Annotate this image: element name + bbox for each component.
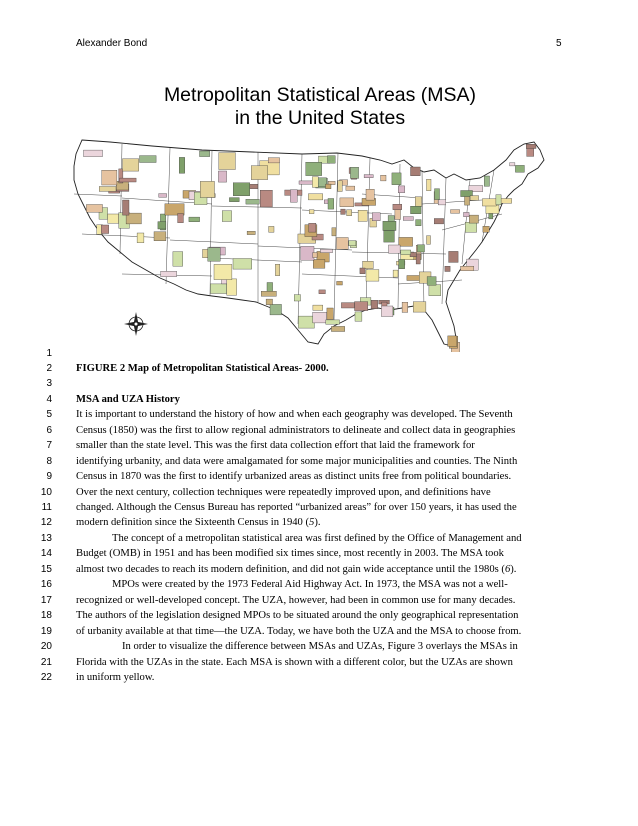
msa-area bbox=[309, 223, 316, 232]
msa-area bbox=[445, 266, 450, 271]
msa-area bbox=[438, 200, 446, 205]
line-number: 4 bbox=[46, 393, 52, 405]
line-number: 10 bbox=[40, 486, 52, 498]
msa-area bbox=[219, 153, 236, 170]
msa-area bbox=[527, 148, 534, 157]
line-text: The concept of a metropolitan statistical area was first defined by the Office of Management and bbox=[112, 532, 522, 544]
line-number: 15 bbox=[40, 563, 52, 575]
text-line-16 bbox=[0, 577, 638, 592]
msa-area bbox=[388, 216, 394, 223]
msa-area bbox=[108, 214, 119, 223]
compass-rose-icon bbox=[124, 312, 148, 336]
text-line-11 bbox=[0, 500, 638, 515]
msa-area bbox=[266, 299, 272, 305]
text-line-14 bbox=[0, 546, 638, 561]
msa-area bbox=[346, 186, 355, 190]
msa-area bbox=[486, 205, 499, 213]
msa-area bbox=[364, 175, 373, 178]
line-text: in uniform yellow. bbox=[76, 671, 155, 683]
line-text: identifying urbanity, and data were amalgamated for some major municipalities and counties. The Ninth bbox=[76, 455, 518, 467]
msa-area bbox=[261, 291, 276, 296]
msa-area bbox=[313, 312, 327, 323]
msa-area bbox=[326, 320, 340, 324]
msa-area bbox=[381, 306, 393, 317]
msa-area bbox=[269, 226, 274, 232]
msa-area bbox=[464, 212, 470, 216]
msa-area bbox=[294, 295, 300, 301]
msa-area bbox=[381, 175, 386, 181]
msa-area bbox=[399, 259, 405, 268]
msa-area bbox=[469, 215, 478, 223]
msa-area bbox=[308, 194, 322, 200]
msa-area bbox=[465, 196, 470, 205]
msa-area bbox=[484, 176, 489, 186]
msa-area bbox=[123, 159, 139, 171]
text-line-18 bbox=[0, 608, 638, 623]
msa-area bbox=[384, 231, 395, 243]
msa-area bbox=[309, 210, 314, 214]
line-text-part: ). bbox=[510, 563, 517, 575]
msa-area bbox=[260, 190, 272, 207]
text-line-12 bbox=[0, 515, 638, 530]
line-text: Over the next century, collection techniques were repeatedly improved upon, and definitions have bbox=[76, 486, 491, 498]
msa-area bbox=[137, 233, 144, 243]
msa-area bbox=[349, 241, 356, 246]
msa-area bbox=[465, 222, 477, 232]
msa-area bbox=[417, 245, 424, 252]
section-heading: MSA and UZA History bbox=[76, 393, 180, 405]
text-line-6 bbox=[0, 423, 638, 438]
text-line-15 bbox=[0, 562, 638, 577]
msa-area bbox=[179, 157, 185, 173]
msa-area bbox=[403, 217, 413, 221]
msa-area bbox=[301, 246, 314, 260]
msa-area bbox=[159, 194, 167, 198]
msa-area bbox=[328, 156, 336, 164]
msa-area bbox=[410, 252, 417, 256]
msa-area bbox=[337, 238, 349, 250]
msa-area bbox=[338, 181, 343, 192]
line-text-part: almost two decades to reach its modern definition, and did not gain wide acceptance until the 1980s ( bbox=[76, 563, 505, 575]
citation-ref: 6 bbox=[504, 563, 511, 575]
msa-area bbox=[470, 196, 479, 201]
msa-area bbox=[510, 163, 515, 166]
msa-area bbox=[372, 213, 380, 221]
msa-area bbox=[227, 279, 237, 295]
msa-area bbox=[340, 198, 354, 207]
msa-area bbox=[526, 144, 536, 148]
text-line-20 bbox=[0, 639, 638, 654]
msa-area bbox=[496, 195, 501, 205]
msa-area bbox=[313, 253, 317, 258]
msa-area bbox=[427, 277, 436, 286]
line-text bbox=[76, 515, 321, 530]
msa-area bbox=[411, 206, 422, 214]
msa-area bbox=[268, 158, 279, 163]
msa-area bbox=[449, 251, 459, 262]
line-number: 7 bbox=[46, 440, 52, 452]
line-text bbox=[76, 562, 516, 577]
line-number: 18 bbox=[40, 610, 52, 622]
line-number: 11 bbox=[41, 502, 52, 513]
msa-area bbox=[435, 189, 440, 200]
msa-area bbox=[173, 252, 183, 267]
msa-area bbox=[233, 183, 250, 196]
msa-area bbox=[306, 162, 322, 175]
msa-area bbox=[350, 167, 358, 178]
msa-area bbox=[208, 248, 221, 262]
msa-area bbox=[482, 199, 496, 206]
line-number: 5 bbox=[46, 409, 52, 421]
text-line-21 bbox=[0, 655, 638, 670]
line-number: 1 bbox=[46, 347, 52, 359]
line-number: 9 bbox=[46, 471, 52, 483]
text-line-10 bbox=[0, 485, 638, 500]
msa-area bbox=[483, 226, 489, 232]
msa-area bbox=[275, 264, 279, 276]
line-text-part: modern definition since the Sixteenth Census in 1940 ( bbox=[76, 517, 310, 529]
msa-area bbox=[154, 232, 166, 241]
msa-area bbox=[327, 308, 333, 320]
msa-area bbox=[401, 250, 411, 255]
msa-area bbox=[355, 312, 362, 321]
line-text: Budget (OMB) in 1951 and has been modified six times since, most recently in 2003. The MSA took bbox=[76, 548, 504, 560]
msa-area bbox=[434, 219, 443, 224]
map-title bbox=[100, 84, 540, 130]
msa-area bbox=[393, 204, 402, 210]
text-line-13 bbox=[0, 531, 638, 546]
msa-area bbox=[290, 190, 297, 202]
text-line-1 bbox=[0, 346, 638, 361]
msa-area bbox=[123, 200, 130, 215]
line-number: 19 bbox=[40, 625, 52, 637]
text-line-19 bbox=[0, 624, 638, 639]
msa-area bbox=[214, 264, 232, 279]
msa-area bbox=[200, 181, 214, 197]
msa-area bbox=[320, 249, 332, 253]
line-number: 17 bbox=[40, 594, 52, 606]
line-number: 16 bbox=[40, 579, 52, 591]
msa-area bbox=[489, 214, 493, 219]
line-text: Census in 1870 was the first to identify urbanized areas as distinct units free from political boundaries. bbox=[76, 471, 512, 483]
msa-area bbox=[140, 156, 157, 163]
msa-area bbox=[366, 270, 379, 282]
msa-area bbox=[99, 187, 116, 192]
line-number: 20 bbox=[40, 641, 52, 653]
msa-area bbox=[270, 304, 282, 315]
msa-area bbox=[120, 178, 137, 182]
msa-area bbox=[393, 270, 398, 277]
text-line-17 bbox=[0, 593, 638, 608]
msa-area bbox=[389, 245, 401, 253]
line-text: smaller than the state level. This was the first data collection effort that laid the framework for bbox=[76, 440, 475, 452]
line-text: MPOs were created by the 1973 Federal Aid Highway Act. In 1973, the MSA was not a well- bbox=[112, 579, 508, 591]
msa-area bbox=[233, 259, 252, 270]
msa-area bbox=[158, 222, 166, 229]
msa-area bbox=[86, 205, 102, 213]
msa-area bbox=[427, 179, 432, 191]
msa-area bbox=[358, 210, 367, 221]
line-text: Florida with the UZAs in the state. Each MSA is shown with a different color, but the UZAs are shown bbox=[76, 656, 513, 668]
msa-area bbox=[413, 302, 426, 312]
msa-area bbox=[229, 198, 239, 202]
msa-area bbox=[427, 236, 431, 245]
msa-area bbox=[415, 197, 421, 207]
msa-area bbox=[398, 186, 405, 193]
line-text-part: ). bbox=[314, 517, 321, 529]
msa-area bbox=[319, 290, 326, 294]
us-msa-map bbox=[62, 134, 577, 352]
line-text: In order to visualize the difference between MSAs and UZAs, Figure 3 overlays the MSAs in bbox=[122, 641, 518, 653]
msa-area bbox=[416, 220, 422, 226]
line-number: 14 bbox=[40, 548, 52, 560]
msa-area bbox=[371, 300, 378, 309]
line-number: 21 bbox=[40, 656, 52, 668]
text-line-8 bbox=[0, 454, 638, 469]
msa-area bbox=[461, 266, 474, 271]
text-line-4 bbox=[0, 392, 638, 407]
msa-area bbox=[178, 214, 184, 223]
msa-area bbox=[102, 170, 117, 185]
line-text: of urbanity available at that time—the UZA. Today, we have both the UZA and the MSA to choose from. bbox=[76, 625, 522, 637]
msa-area bbox=[312, 177, 318, 188]
line-text: The authors of the legislation designed MPOs to be situated around the only geographical representation bbox=[76, 610, 519, 622]
msa-area bbox=[313, 260, 325, 269]
msa-area bbox=[101, 225, 109, 234]
msa-area bbox=[246, 199, 259, 204]
msa-area bbox=[355, 302, 368, 311]
text-line-5 bbox=[0, 407, 638, 422]
msa-area bbox=[515, 165, 524, 172]
line-number: 13 bbox=[40, 532, 52, 544]
text-line-2 bbox=[0, 361, 638, 376]
msa-area bbox=[407, 276, 420, 281]
msa-area bbox=[392, 173, 401, 185]
msa-area bbox=[341, 209, 346, 214]
msa-area bbox=[402, 302, 408, 312]
page-number: 5 bbox=[556, 38, 562, 49]
msa-area bbox=[161, 271, 177, 276]
line-text: changed. Although the Census Bureau has reported “urbanized areas” for over 150 years, it has used the bbox=[76, 502, 517, 513]
msa-area bbox=[326, 184, 332, 189]
line-number: 12 bbox=[40, 517, 52, 529]
msa-area bbox=[363, 261, 374, 268]
msa-area bbox=[210, 284, 226, 294]
citation-ref: 5 bbox=[309, 517, 315, 529]
running-header-author: Alexander Bond bbox=[76, 38, 148, 49]
msa-area bbox=[341, 303, 354, 308]
line-number: 2 bbox=[46, 362, 52, 374]
msa-area bbox=[298, 316, 314, 328]
text-line-3 bbox=[0, 376, 638, 391]
msa-area bbox=[200, 151, 210, 157]
msa-area bbox=[451, 210, 460, 214]
text-line-9 bbox=[0, 469, 638, 484]
msa-area bbox=[383, 221, 396, 230]
line-number: 8 bbox=[46, 455, 52, 467]
msa-area bbox=[84, 150, 103, 157]
line-text: It is important to understand the history of how and when each geography was developed. The Seventh bbox=[76, 409, 513, 421]
map-title-line-1: Metropolitan Statistical Areas (MSA) bbox=[163, 84, 477, 106]
msa-area bbox=[218, 171, 226, 182]
msa-area bbox=[416, 254, 420, 264]
msa-area bbox=[429, 285, 441, 296]
msa-area bbox=[328, 199, 334, 210]
msa-area bbox=[332, 228, 336, 236]
msa-area bbox=[247, 231, 255, 234]
msa-area bbox=[411, 167, 421, 176]
msa-area bbox=[399, 237, 413, 246]
line-number: 22 bbox=[40, 671, 52, 683]
map-title-line-2: in the United States bbox=[234, 107, 406, 129]
msa-area bbox=[222, 211, 231, 222]
msa-area bbox=[189, 217, 200, 222]
text-line-22 bbox=[0, 670, 638, 685]
msa-area bbox=[331, 326, 344, 331]
line-number: 6 bbox=[46, 424, 52, 436]
line-text: recognized or well-developed concept. The UZA, however, had been in common use for many decades. bbox=[76, 594, 516, 606]
msa-area bbox=[366, 189, 374, 200]
msa-area bbox=[347, 210, 352, 216]
figure-caption: FIGURE 2 Map of Metropolitan Statistical Areas- 2000. bbox=[76, 362, 329, 374]
msa-area bbox=[251, 166, 267, 180]
line-text: Census (1850) was the first to allow regional administrators to delineate and collect data in geographies bbox=[76, 424, 516, 436]
text-line-7 bbox=[0, 438, 638, 453]
msa-area bbox=[313, 305, 323, 310]
msa-area bbox=[337, 281, 343, 285]
line-number: 3 bbox=[46, 378, 52, 390]
msa-area bbox=[360, 268, 365, 274]
